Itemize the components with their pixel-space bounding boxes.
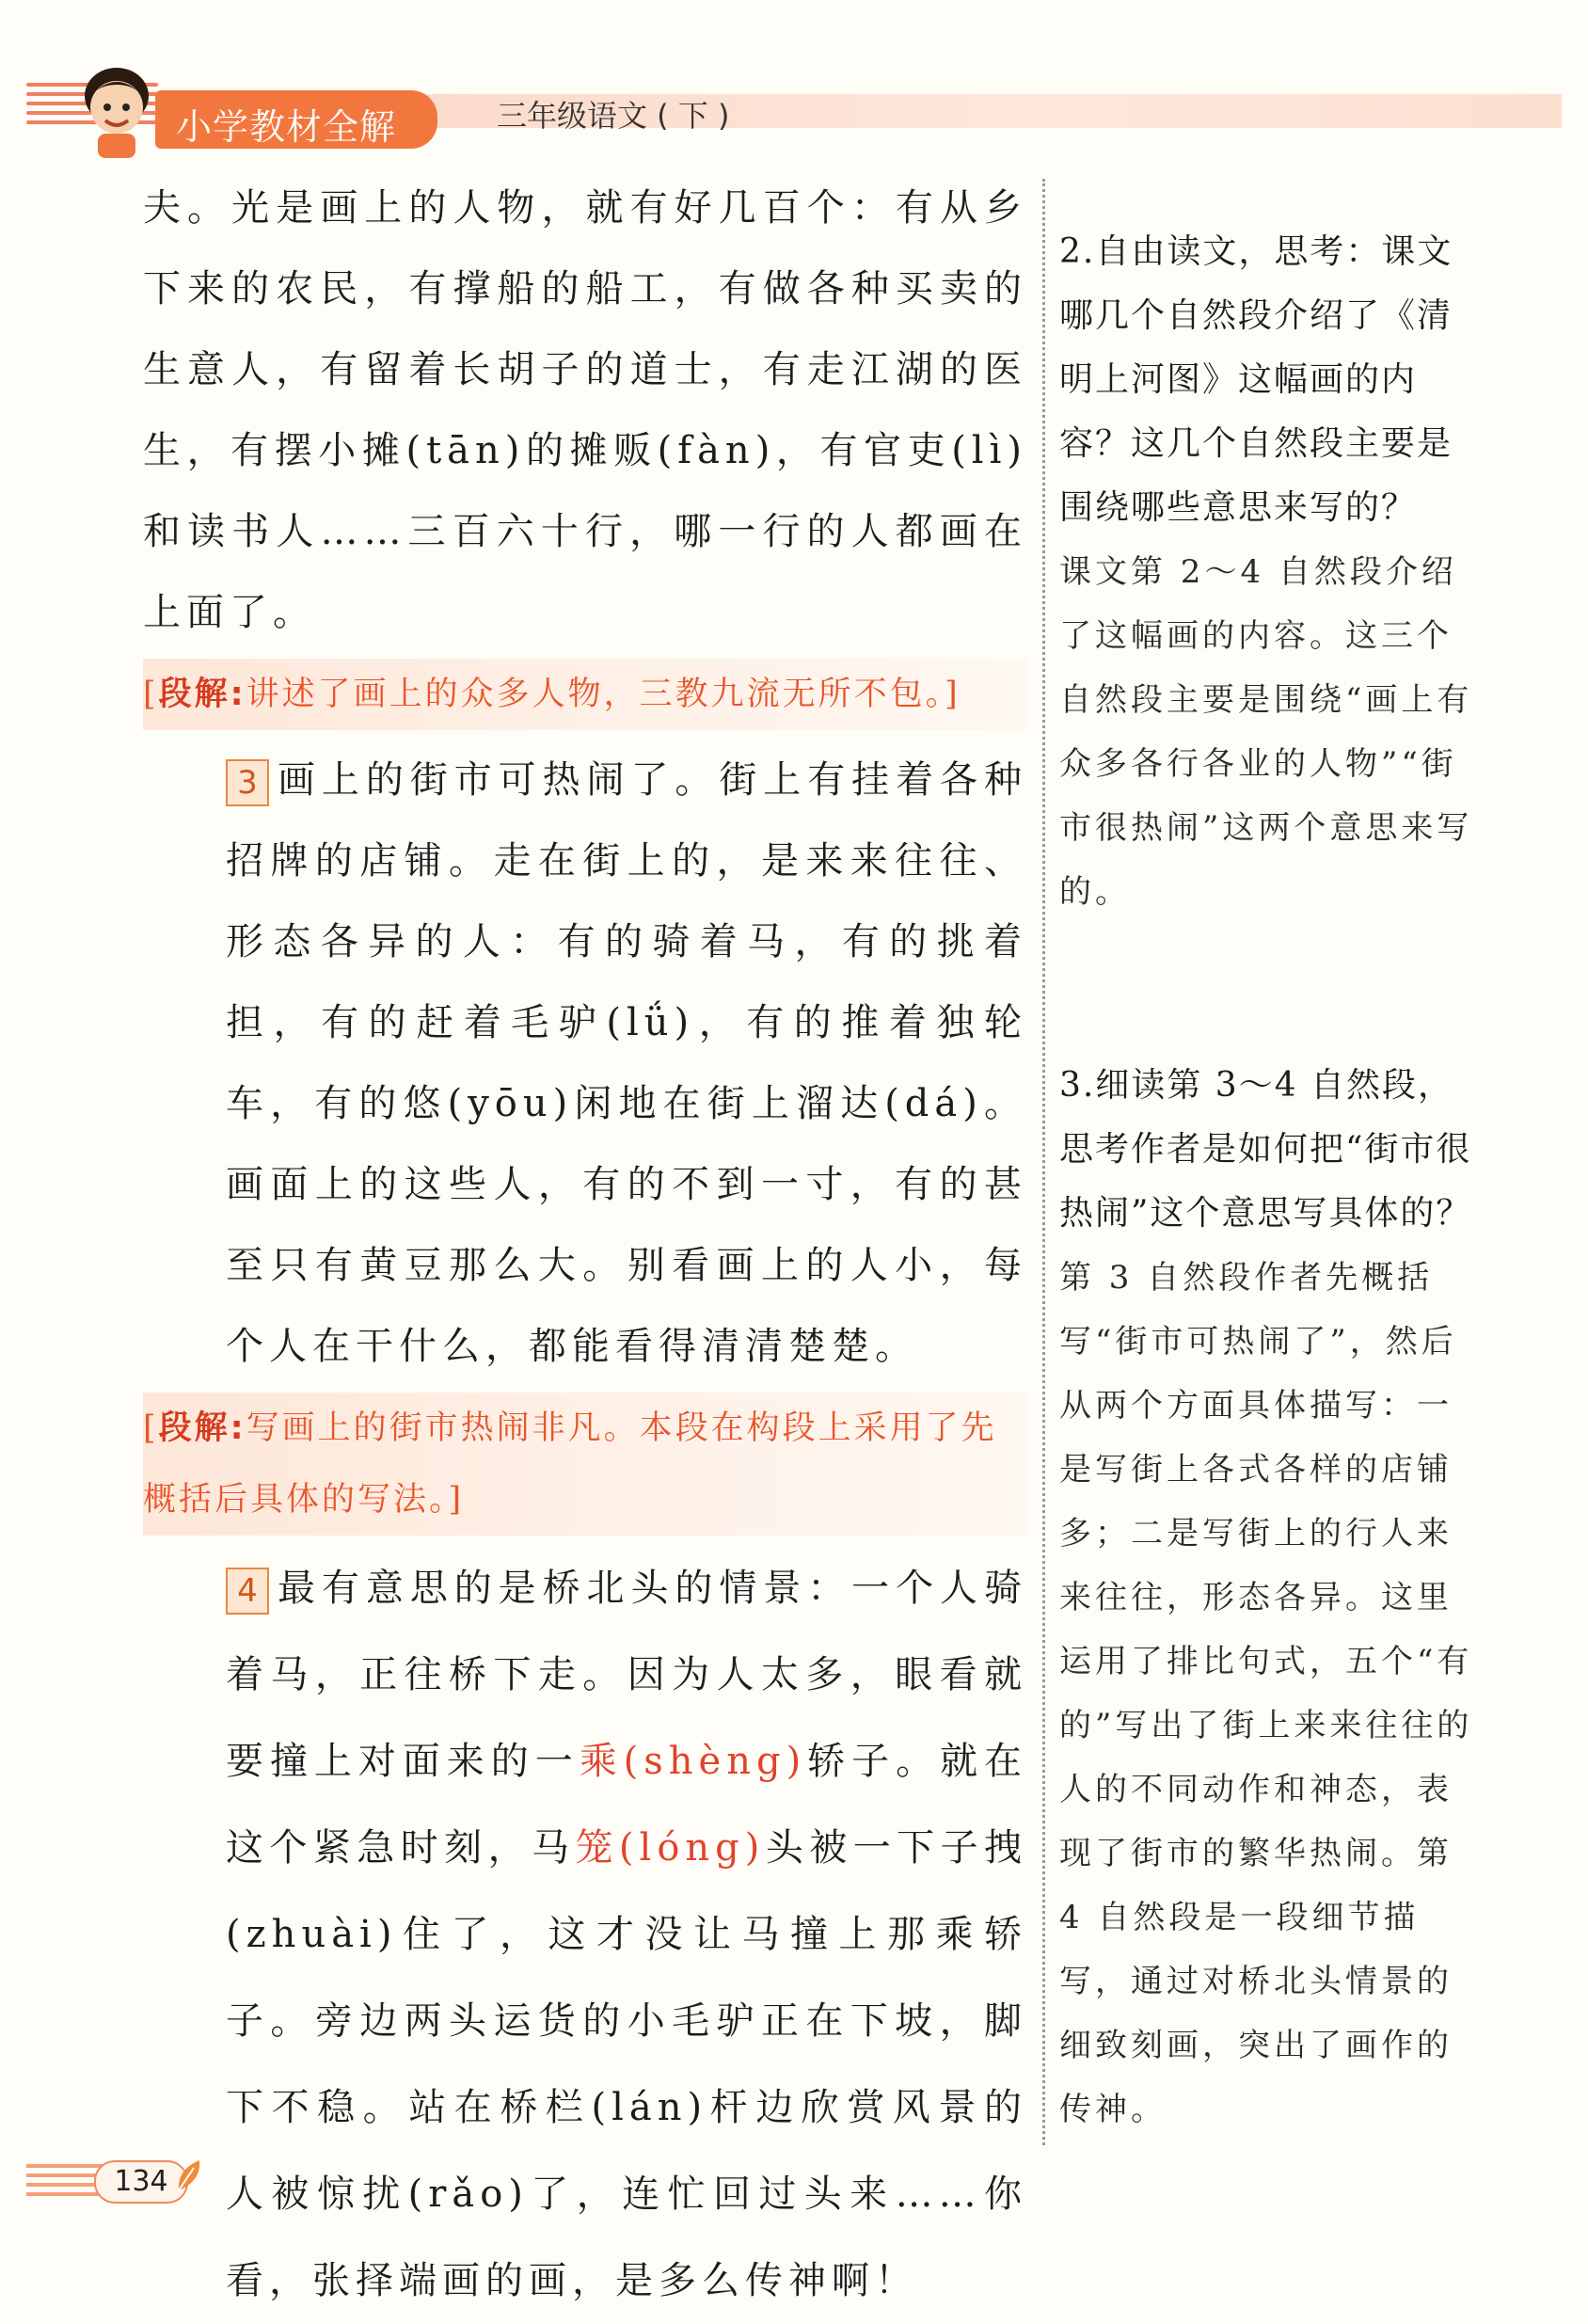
column-divider [1042, 179, 1045, 2145]
answer-3: 第 3 自然段作者先概括写“街市可热闹了”，然后从两个方面具体描写：一是写街上各式各样的店铺多；二是写街上的行人来来往往，形态各异。这里运用了排比句式，五个“有的”写出了街上来来往往的人的不同动作和神态，表现了街市的繁华热闹。第 4 自然段是一段细节描写，通过对桥北头情景的细致刻画，突出了画作的传神。 [1059, 1259, 1473, 2128]
paragraph-4-text-a: 最有意思的是桥北头的情景：一个人骑着马，正往桥下走。因为人太多，眼看就要撞上对面来的一 [226, 1567, 1027, 1783]
paragraph-number-3: 3 [226, 759, 269, 806]
paragraph-4-text-b: 轿子。就在这个紧急时刻，马 [226, 1740, 1027, 1870]
paragraph-note-1: [段解:讲述了画上的众多人物，三教九流无所不包。] [143, 659, 1027, 730]
paragraph-4 [143, 1545, 1027, 2324]
note-label: 段解: [158, 1409, 246, 1447]
paragraph-2-tail: 夫。光是画上的人物，就有好几百个：有从乡下来的农民，有撑船的船工，有做各种买卖的生意人，有留着长胡子的道士，有走江湖的医生，有摆小摊(tān)的摊贩(fàn)，有官吏(lì)和读书人……三百六十行，哪一行的人都画在上面了。 [143, 186, 1027, 634]
leaf-icon [175, 2157, 203, 2194]
note-text: 讲述了画上的众多人物，三教九流无所不包。 [246, 676, 945, 713]
answer-2: 课文第 2～4 自然段介绍了这幅画的内容。这三个自然段主要是围绕“画上有众多各行各业的人物”“街市很热闹”这两个意思来写的。 [1059, 553, 1473, 911]
side-question-3 [1059, 1054, 1483, 2141]
book-title-tag [155, 90, 437, 149]
paragraph-3 [143, 740, 1027, 1387]
boy-mascot-icon [60, 51, 173, 164]
book-title: 小学教材全解 [176, 106, 397, 148]
question-2: 2.自由读文，思考：课文哪几个自然段介绍了《清明上河图》这幅画的内容？这几个自然段主要是围绕哪些意思来写的？ [1059, 232, 1453, 527]
side-question-2 [1059, 220, 1483, 924]
main-text-column [143, 167, 1027, 2324]
paragraph-number-4: 4 [226, 1568, 269, 1615]
question-3: 3.细读第 3～4 自然段，思考作者是如何把“街市很热闹”这个意思写具体的？ [1059, 1066, 1472, 1233]
page-number: 134 [94, 2160, 188, 2204]
header-band [292, 94, 1562, 128]
paragraph-3-text: 画上的街市可热闹了。街上有挂着各种招牌的店铺。走在街上的，是来来往往、形态各异的人：有的骑着马，有的挑着担，有的赶着毛驴(lǘ)，有的推着独轮车，有的悠(yōu)闲地在街上溜达(dá)。画面上的这些人，有的不到一寸，有的甚至只有黄豆那么大。别看画上的人小，每个人在干什么，都能看得清清楚楚。 [226, 758, 1027, 1368]
vocab-highlight-sheng: 乘(shèng) [579, 1740, 807, 1783]
note-label: 段解: [158, 676, 246, 713]
note-text: 写画上的街市热闹非凡。本段在构段上采用了先概括后具体的写法。 [143, 1409, 997, 1519]
paragraph-note-2: [段解:写画上的街市热闹非凡。本段在构段上采用了先概括后具体的写法。] [143, 1393, 1027, 1536]
paragraph-4-text-c: 头被一下子拽(zhuài)住了，这才没让马撞上那乘轿子。旁边两头运货的小毛驴正在下坡，脚下不稳。站在桥栏(lán)杆边欣赏风景的人被惊扰(rǎo)了，连忙回过头来……你看，张择端画的画，是多么传神啊！ [226, 1826, 1028, 2302]
grade-subject: 三年级语文 ( 下 ) [497, 98, 730, 134]
vocab-highlight-long: 笼(lóng) [575, 1826, 766, 1870]
